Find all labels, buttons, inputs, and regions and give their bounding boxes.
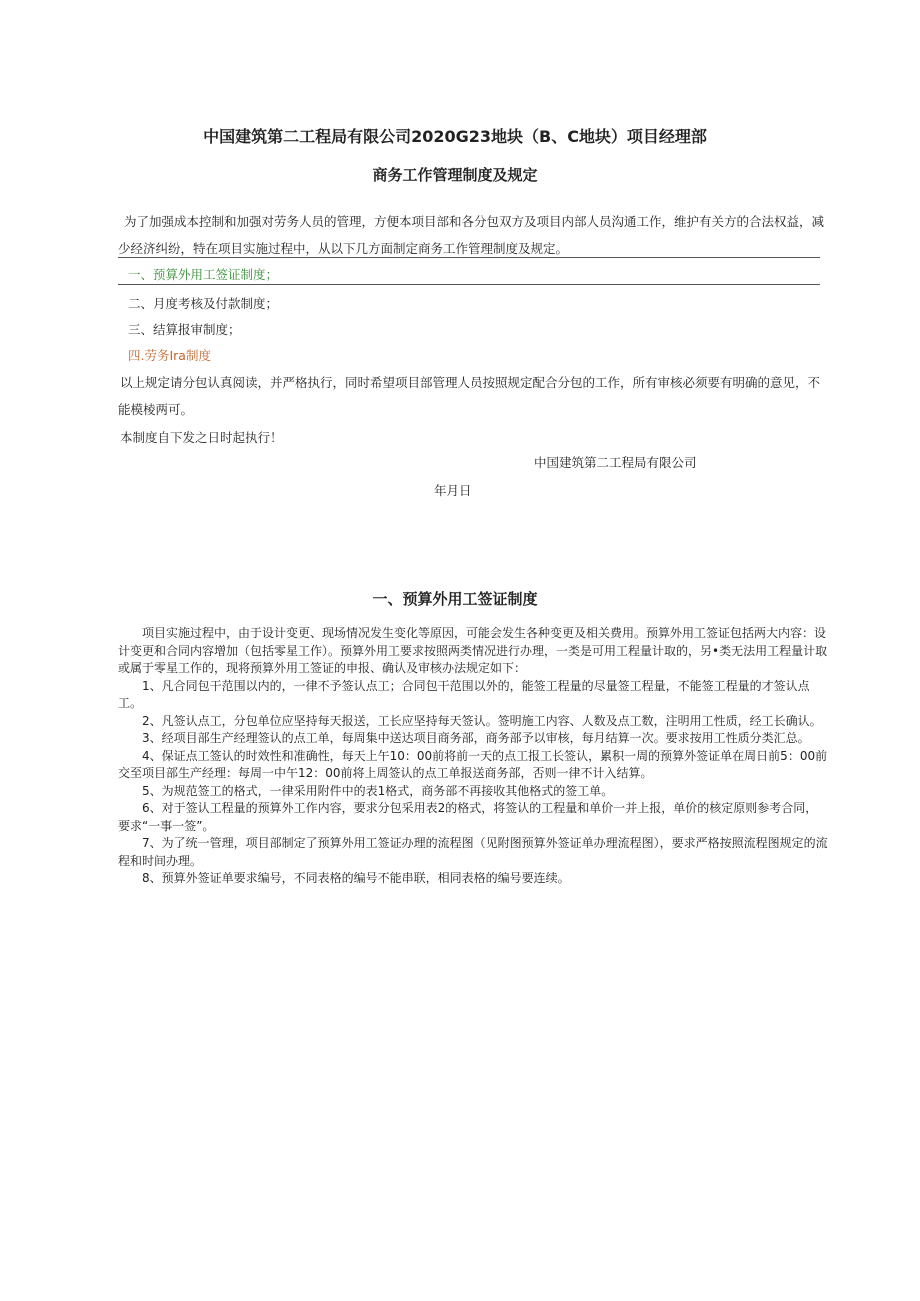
section-title: 一、预算外用工签证制度 [372,590,538,608]
list-item-settlement: 三、结算报审制度； [128,322,241,337]
section-paragraph: 项目实施过程中，由于设计变更、现场情况发生变化等原因，可能会发生各种变更及相关费用。预算外用工签证包括两大内容：设计变更和合同内容增加（包括零星工作）。预算外用工要求按照两类情况进行办理，一类是可用工程量计取的，另•类无法用工程量计取或属于零星工作的，现将预算外用工签证的申报、确认及审核办法规定如下： [118,626,828,675]
divider-bottom [118,284,820,285]
list-item-budget-visa: 一、预算外用工签证制度； [128,267,279,282]
rule-item-6: 6、对于签认工程量的预算外工作内容，要求分包采用表2的格式，将签认的工程量和单价一并上报，单价的核定原则参考合同，要求“一事一签”。 [118,801,818,833]
rule-item-5: 5、为规范签工的格式，一律采用附件中的表1格式，商务部不再接收其他格式的签工单。 [142,783,614,798]
intro-paragraph: 为了加强成本控制和加强对劳务人员的管理，方便本项目部和各分包双方及项目内部人员沟通工作，维护有关方的合法权益，减少经济纠纷，特在项目实施过程中，从以下几方面制定商务工作管理制度及规定。 [118,214,825,256]
section-body [118,625,828,888]
divider-top [118,257,820,258]
list-item-monthly-check: 二、月度考核及付款制度； [128,296,279,311]
rule-item-2: 2、凡签认点工，分包单位应坚持每天报送，工长应坚持每天签认。签明施工内容、人数及点工数，注明用工性质，经工长确认。 [142,713,822,728]
rule-item-3: 3、经项目部生产经理签认的点工单，每周集中送达项目商务部，商务部予以审核，每月结算一次。要求按用工性质分类汇总。 [142,731,810,745]
rule-item-4: 4、保证点工签认的时效性和准确性，每天上午10：00前将前一天的点工报工长签认，累积一周的预算外签证单在周日前5：00前交至项目部生产经理：每周一中午12：00前将上周签认的点工单报送商务部，否则一律不计入结算。 [118,748,828,780]
rule-item-8: 8、预算外签证单要求编号，不同表格的编号不能串联，相同表格的编号要连续。 [142,871,570,885]
rule-item-1: 1、凡合同包干范围以内的，一律不予签认点工；合同包干范围以外的，能签工程量的尽量签工程量，不能签工程量的才签认点工。 [118,678,810,710]
effective-note: 本制度自下发之日时起执行！ [120,430,283,445]
signature-company: 中国建筑第二工程局有限公司 [534,455,697,470]
list-item-labor: 四.劳务Ira制度 [128,348,211,363]
signature-date: 年月日 [434,483,472,498]
rule-item-7: 7、为了统一管理，项目部制定了预算外用工签证办理的流程图（见附图预算外签证单办理流程图），要求严格按照流程图规定的流程和时间办理。 [118,836,828,868]
closing-paragraph: 以上规定请分包认真阅读，并严格执行，同时希望项目部管理人员按照规定配合分包的工作，所有审核必须要有明确的意见，不能模棱两可。 [118,375,821,417]
document-subtitle: 商务工作管理制度及规定 [372,166,538,184]
document-title: 中国建筑第二工程局有限公司2020G23地块（B、C地块）项目经理部 [203,127,707,146]
